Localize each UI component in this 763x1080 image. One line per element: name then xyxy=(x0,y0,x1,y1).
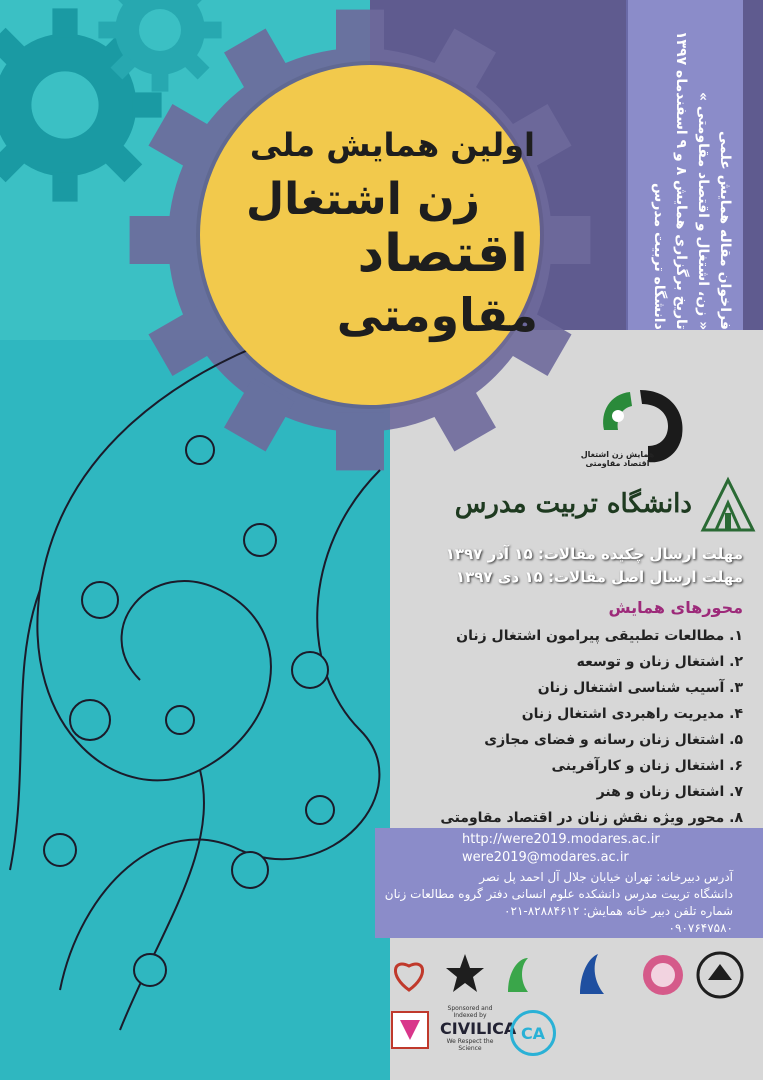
axis-item: ۷. اشتغال زنان و هنر xyxy=(596,784,743,800)
civilica-sponsor-text: Sponsored and Indexed by xyxy=(447,1005,493,1019)
axis-item: ۵. اشتغال زنان رسانه و فضای مجازی xyxy=(484,732,743,748)
sponsor-logo xyxy=(695,950,745,1000)
civilica-logo xyxy=(440,1005,517,1055)
call-for-papers xyxy=(636,10,736,330)
sponsor-logo xyxy=(498,952,558,998)
axes-title: محورهای همایش xyxy=(608,598,743,617)
university-logo xyxy=(454,475,758,535)
call-line-4: دانشگاه تربیت مدرس xyxy=(651,183,667,330)
abstract-deadline: مهلت ارسال چکیده مقالات: ۱۵ آذر ۱۳۹۷ xyxy=(445,545,743,563)
phone-line-2: ۰۹۰۷۶۴۷۵۸۰ xyxy=(668,921,733,935)
civilica-tagline: We Respect the Science xyxy=(446,1038,494,1052)
title-line-4: مقاومتی xyxy=(336,288,538,342)
university-name: دانشگاه تربیت مدرس xyxy=(454,489,692,519)
axis-item: ۸. محور ویژه نقش زنان در اقتصاد مقاومتی xyxy=(440,810,743,826)
axis-item: ۳. آسیب شناسی اشتغال زنان xyxy=(537,680,743,696)
sponsor-logo xyxy=(640,952,686,998)
address-line-1: آدرس دبیرخانه: تهران خیابان جلال آل احمد پل نصر xyxy=(479,870,733,884)
title-line-2: زن اشتغال xyxy=(245,174,480,225)
conference-logo-text xyxy=(580,450,655,468)
address-line-2: دانشگاه تربیت مدرس دانشکده علوم انسانی دفتر گروه مطالعات زنان xyxy=(384,887,733,901)
logo-line-1: همایش زن اشتغال xyxy=(580,450,655,459)
sponsor-logo xyxy=(440,950,490,998)
axis-item: ۶. اشتغال زنان و کارآفرینی xyxy=(551,758,743,774)
civilica-name: CIVILICA xyxy=(440,1019,517,1038)
title-line-3: اقتصاد xyxy=(357,224,528,284)
email-link[interactable]: were2019@modares.ac.ir xyxy=(462,850,629,865)
sponsor-logo xyxy=(570,950,630,998)
call-line-3: تاریخ برگزاری همایش ۸ و ۹ اسفندماه ۱۳۹۷ xyxy=(673,31,689,330)
call-line-1: فراخوان مقاله همایش علمی xyxy=(717,131,733,330)
axis-item: ۲. اشتغال زنان و توسعه xyxy=(576,654,743,670)
logo-line-2: اقتصاد مقاومتی xyxy=(585,459,650,468)
university-emblem-icon xyxy=(698,475,758,535)
axis-item: ۱. مطالعات تطبیقی پیرامون اشتغال زنان xyxy=(456,628,743,644)
full-paper-deadline: مهلت ارسال اصل مقالات: ۱۵ دی ۱۳۹۷ xyxy=(455,568,743,586)
call-line-2: « زن، اشتغال و اقتصاد مقاومتی » xyxy=(695,91,711,330)
phone-line-1: شماره تلفن دبیر خانه همایش: ۸۲۸۸۴۶۱۲-۰۲۱ xyxy=(504,904,733,918)
sponsor-logo xyxy=(388,1008,432,1052)
sponsor-logo xyxy=(385,950,433,998)
title-line-1: اولین همایش ملی xyxy=(249,126,535,164)
ca-logo: CA xyxy=(510,1010,556,1056)
website-link[interactable]: http://were2019.modares.ac.ir xyxy=(462,832,660,847)
axis-item: ۴. مدیریت راهبردی اشتغال زنان xyxy=(521,706,743,722)
